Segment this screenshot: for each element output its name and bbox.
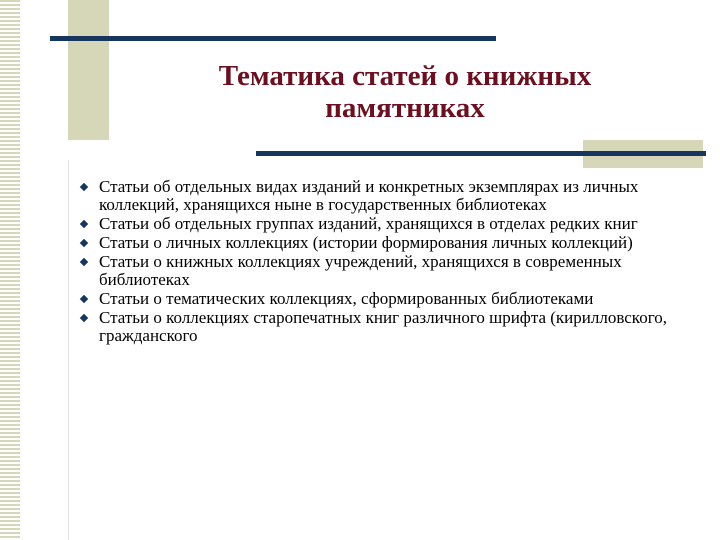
list-item: [78, 178, 708, 214]
list-item: [78, 234, 708, 252]
diamond-bullet-icon: [80, 258, 88, 266]
slide-title-line-1: Тематика статей о книжных: [218, 60, 592, 92]
list-item-text: Статьи о тематических коллекциях, сформированных библиотеками: [99, 289, 594, 308]
diamond-bullet-icon: [80, 295, 88, 303]
bottom-accent-line: [256, 151, 706, 156]
bullet-list: [78, 178, 708, 346]
slide-title-line-2: памятниках: [325, 92, 485, 124]
list-item: [78, 253, 708, 289]
top-accent-line: [50, 36, 496, 41]
list-item-text: Статьи о личных коллекциях (истории формирования личных коллекций): [99, 233, 633, 252]
list-item: [78, 215, 708, 233]
striped-side-decoration: [0, 0, 20, 540]
diamond-bullet-icon: [80, 183, 88, 191]
list-item-text: Статьи о коллекциях старопечатных книг различного шрифта (кирилловского, гражданского: [99, 308, 667, 345]
diamond-bullet-icon: [80, 239, 88, 247]
list-item: [78, 309, 708, 345]
list-item: [78, 290, 708, 308]
slide-title: [150, 60, 660, 124]
list-item-text: Статьи об отдельных видах изданий и конкретных экземплярах из личных коллекций, хранящихся ныне в государственных библиотеках: [99, 177, 639, 214]
left-guide-line: [68, 160, 69, 540]
diamond-bullet-icon: [80, 314, 88, 322]
top-decor-block: [68, 0, 109, 140]
diamond-bullet-icon: [80, 220, 88, 228]
list-item-text: Статьи о книжных коллекциях учреждений, хранящихся в современных библиотеках: [99, 252, 622, 289]
list-item-text: Статьи об отдельных группах изданий, хранящихся в отделах редких книг: [99, 214, 638, 233]
